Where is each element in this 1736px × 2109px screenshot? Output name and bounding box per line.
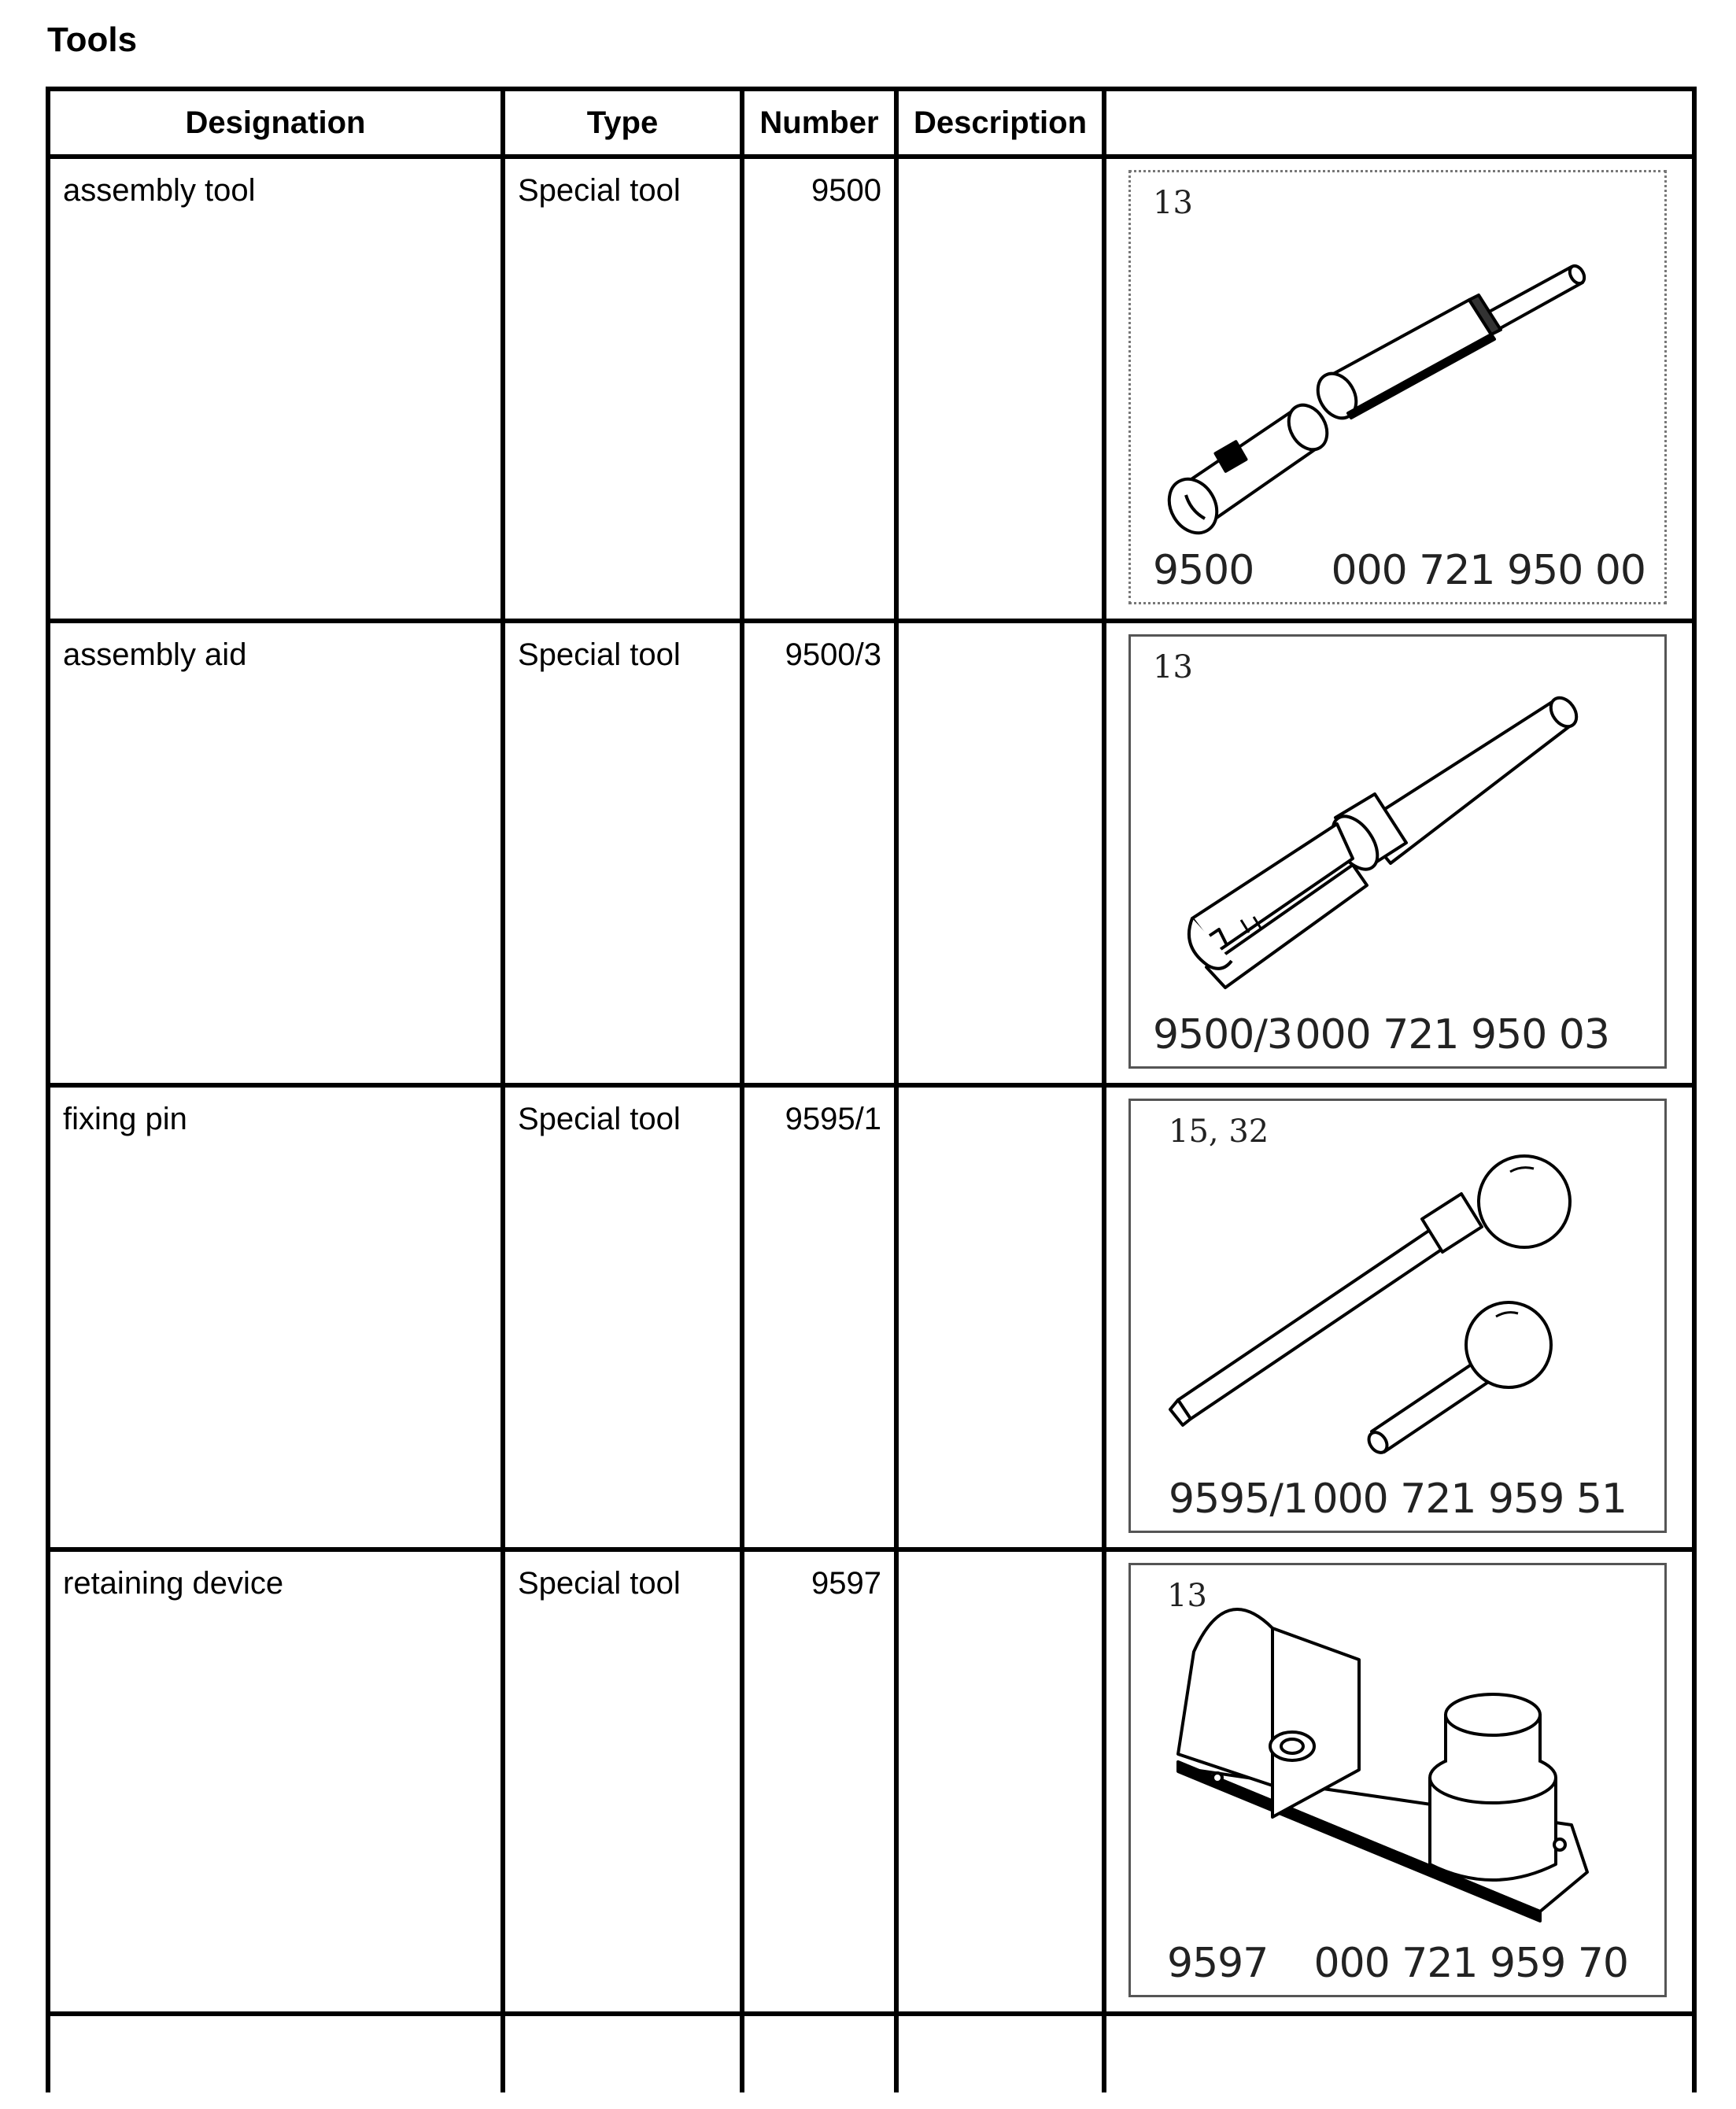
tool-illustration-card bbox=[1128, 634, 1667, 1069]
table-row bbox=[48, 621, 1694, 1085]
cell-description bbox=[896, 1549, 1104, 2014]
card-tool-number: 9595/1 bbox=[1169, 1476, 1308, 1523]
assembly-aid-icon bbox=[1131, 637, 1664, 1066]
header-description: Description bbox=[896, 89, 1104, 157]
card-part-number: 000 721 959 70 bbox=[1313, 1940, 1628, 1987]
card-reference: 13 bbox=[1153, 185, 1193, 221]
cell-type: Special tool bbox=[503, 1085, 742, 1549]
card-tool-number: 9500/3 bbox=[1153, 1011, 1292, 1058]
cell-number: 9500 bbox=[742, 157, 896, 621]
card-part-number: 000 721 950 00 bbox=[1331, 547, 1646, 594]
cell-number: 9500/3 bbox=[742, 621, 896, 1085]
card-tool-number: 9597 bbox=[1167, 1940, 1269, 1987]
card-part-number: 000 721 959 51 bbox=[1312, 1476, 1627, 1523]
card-reference: 15, 32 bbox=[1169, 1114, 1269, 1150]
cell-designation: fixing pin bbox=[48, 1085, 503, 1549]
table-row bbox=[48, 1549, 1694, 2014]
tool-illustration-card bbox=[1128, 1099, 1667, 1533]
cell-designation: retaining device bbox=[48, 1549, 503, 2014]
cell-image bbox=[1104, 1549, 1694, 2014]
cell-description bbox=[896, 1085, 1104, 1549]
card-part-number: 000 721 950 03 bbox=[1295, 1011, 1609, 1058]
header-image bbox=[1104, 89, 1694, 157]
cell-image bbox=[1104, 621, 1694, 1085]
tool-illustration-card bbox=[1128, 170, 1667, 604]
header-row bbox=[48, 89, 1694, 157]
card-tool-number: 9500 bbox=[1153, 547, 1254, 594]
card-reference: 13 bbox=[1153, 649, 1193, 685]
cell-image bbox=[1104, 1085, 1694, 1549]
cell-empty bbox=[896, 2014, 1104, 2092]
cell-description bbox=[896, 157, 1104, 621]
cell-type: Special tool bbox=[503, 157, 742, 621]
cell-type: Special tool bbox=[503, 1549, 742, 2014]
cell-empty bbox=[503, 2014, 742, 2092]
header-type: Type bbox=[503, 89, 742, 157]
tools-table bbox=[46, 87, 1697, 2092]
cell-designation: assembly aid bbox=[48, 621, 503, 1085]
cell-empty bbox=[48, 2014, 503, 2092]
cell-empty bbox=[742, 2014, 896, 2092]
cell-empty bbox=[1104, 2014, 1694, 2092]
tool-illustration-card bbox=[1128, 1563, 1667, 1997]
cell-image bbox=[1104, 157, 1694, 621]
page-title: Tools bbox=[47, 20, 138, 59]
header-designation: Designation bbox=[48, 89, 503, 157]
card-reference: 13 bbox=[1167, 1578, 1207, 1614]
table-row-continuation bbox=[48, 2014, 1694, 2092]
cell-type: Special tool bbox=[503, 621, 742, 1085]
cell-description bbox=[896, 621, 1104, 1085]
cell-number: 9595/1 bbox=[742, 1085, 896, 1549]
header-number: Number bbox=[742, 89, 896, 157]
cell-designation: assembly tool bbox=[48, 157, 503, 621]
fixing-pin-icon bbox=[1131, 1101, 1664, 1531]
cell-number: 9597 bbox=[742, 1549, 896, 2014]
table-row bbox=[48, 1085, 1694, 1549]
assembly-tool-icon bbox=[1131, 172, 1664, 602]
table-row bbox=[48, 157, 1694, 621]
retaining-device-icon bbox=[1131, 1565, 1664, 1995]
